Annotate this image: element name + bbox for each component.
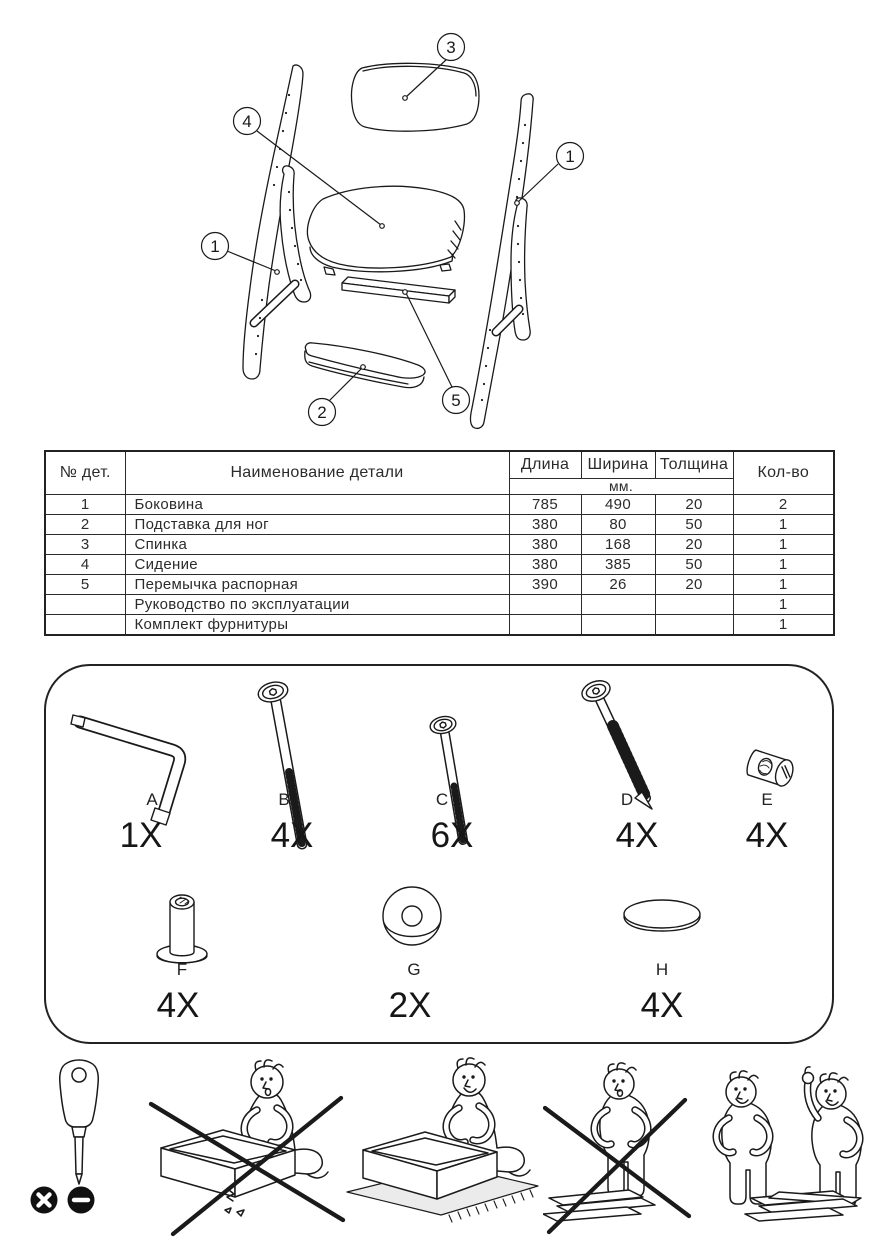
hex-key-icon [71, 715, 180, 825]
hardware-letter: D [620, 790, 634, 809]
table-row: 3 Спинка 380 168 20 1 [45, 535, 834, 555]
callout-number: 1 [210, 237, 220, 256]
parts-table [44, 450, 835, 636]
wood-screw-icon [579, 677, 652, 809]
col-header-thickness: Толщина [655, 451, 733, 479]
col-header-width: Ширина [581, 451, 655, 479]
callout-number: 4 [242, 112, 252, 131]
table-header-row [45, 451, 834, 479]
callout-number: 1 [565, 147, 575, 166]
table-row: Руководство по эксплуатации 1 [45, 595, 834, 615]
callout-number: 2 [317, 403, 327, 422]
barrel-nut-icon [745, 749, 796, 789]
thumbs-up-person [803, 1067, 862, 1206]
hardware-letter: H [655, 960, 669, 979]
do-not-assemble-alone-pictogram [543, 1052, 695, 1237]
callout-number: 3 [446, 38, 456, 57]
hardware-letter: G [407, 960, 421, 979]
chair-exploded-diagram [0, 0, 877, 445]
hardware-count: 2X [388, 986, 432, 1025]
sleeve-nut-icon [157, 895, 207, 963]
units-label: мм. [509, 479, 733, 495]
hardware-letter: C [435, 790, 449, 809]
callout-number: 5 [451, 391, 461, 410]
table-row: 4 Сидение 380 385 50 1 [45, 555, 834, 575]
assemble-with-two-people-pictogram [693, 1052, 875, 1237]
table-row: 2 Подставка для ног 380 80 50 1 [45, 515, 834, 535]
col-header-part-no: № дет. [45, 451, 125, 495]
panel-stack [543, 1190, 655, 1221]
screwdriver-icon [60, 1060, 98, 1184]
hardware-letter: F [176, 960, 188, 979]
hardware-count: 1X [119, 816, 163, 855]
col-header-qty: Кол-во [733, 451, 834, 495]
hardware-count: 4X [745, 816, 789, 855]
table-row: Комплект фурнитуры 1 [45, 615, 834, 636]
hardware-count: 4X [270, 816, 314, 855]
table-row: 5 Перемычка распорная 390 26 20 1 [45, 575, 834, 595]
standing-person [716, 1071, 771, 1204]
assemble-on-carpet-pictogram [345, 1052, 540, 1237]
hardware-count: 4X [640, 986, 684, 1025]
cross-brace [342, 277, 455, 303]
standing-person [594, 1063, 649, 1196]
backrest-panel [351, 63, 479, 131]
cover-cap-icon [624, 900, 700, 931]
table-row: 1 Боковина 785 490 20 2 [45, 495, 834, 515]
col-header-length: Длина [509, 451, 581, 479]
hardware-letter: B [278, 790, 290, 809]
hardware-count: 4X [615, 816, 659, 855]
right-side-panel [470, 94, 533, 429]
hardware-letter: A [146, 790, 158, 809]
no-screwdriver-pictogram [28, 1058, 138, 1218]
col-header-name: Наименование детали [125, 451, 509, 495]
washer-icon [383, 887, 441, 945]
hardware-count: 6X [430, 816, 474, 855]
hardware-kit-panel [44, 664, 834, 1044]
hardware-count: 4X [156, 986, 200, 1025]
hardware-letter: E [761, 790, 773, 809]
seat-panel [307, 186, 464, 275]
do-not-assemble-on-hard-floor-pictogram [145, 1052, 350, 1237]
